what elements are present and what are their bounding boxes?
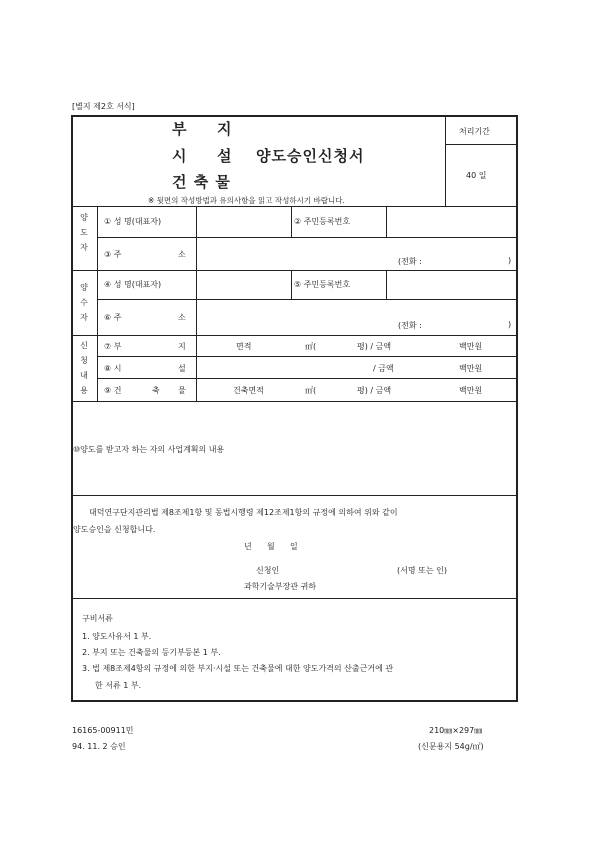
form-number: [별지 제2호 서식]	[72, 102, 135, 111]
footer-paper-type: (신문용지 54g/㎡)	[418, 742, 484, 751]
business-plan-field[interactable]	[73, 456, 516, 494]
business-plan-label: ⑩양도를 받고자 하는 자의 사업계획의 내용	[73, 445, 225, 454]
row-building-area-label: 건축면적	[233, 386, 264, 395]
transferee-address-field[interactable]	[197, 300, 516, 335]
row-land-label: ⑦ 부	[104, 342, 122, 351]
transferor-address-field[interactable]	[197, 238, 516, 270]
document-item-1: 1. 양도사유서 1 부.	[82, 632, 152, 641]
transferee-phone-label: (전화 :	[398, 321, 422, 330]
row-building-unit: ㎡(	[305, 386, 317, 395]
row-facility-amount-label: / 금액	[373, 364, 394, 373]
transferor-addr-label: ③ 주	[104, 250, 122, 259]
transferee-phone-end: )	[508, 320, 512, 329]
transferor-name-label: ① 성 명(대표자)	[104, 217, 162, 226]
transferor-phone-end: )	[508, 256, 512, 265]
processing-period-label: 처리기간	[459, 127, 490, 136]
application-group-label: 신 청 내 용	[80, 341, 88, 395]
signature-label: (서명 또는 인)	[397, 566, 447, 575]
row-facility-label: ⑧ 시	[104, 364, 122, 373]
transferee-reg-field[interactable]	[387, 271, 516, 299]
document-item-3: 3. 법 제8조제4항의 규정에 의한 부지·시설 또는 건축물에 대한 양도가격의 산출근거에 관	[82, 664, 394, 673]
transferor-addr-label-end: 소	[178, 250, 186, 259]
document-item-2: 2. 부지 또는 건축물의 등기부등본 1 부.	[82, 648, 221, 657]
title-building: 건 축 물	[172, 173, 231, 191]
statement-line-2: 양도승인을 신청합니다.	[73, 525, 156, 534]
title-facility: 시	[172, 147, 188, 165]
transferee-addr-label: ⑥ 주	[104, 313, 122, 322]
footer-form-code: 16165-00911민	[72, 726, 134, 735]
row-land-label-end: 지	[178, 342, 186, 351]
transferor-reg-field[interactable]	[387, 207, 516, 237]
row-building-label-end: 물	[178, 386, 186, 395]
addressee: 과학기술부장관 귀하	[244, 582, 317, 591]
page-title: 양도승인신청서	[256, 147, 365, 165]
row-land-unit: ㎡(	[305, 342, 317, 351]
row-building-amount-label: 평) / 금액	[357, 386, 392, 395]
transferor-reg-label: ② 주민등록번호	[294, 217, 351, 226]
notice-text: ※ 뒷면의 작성방법과 유의사항을 읽고 작성하시기 바랍니다.	[148, 196, 345, 205]
row-facility-label-end: 설	[178, 364, 186, 373]
document-item-3-cont: 한 서류 1 부.	[95, 681, 142, 690]
transferor-group-label: 양 도 자	[80, 213, 88, 252]
title-land-2: 지	[217, 120, 233, 138]
row-building-label-mid: 축	[152, 386, 160, 395]
row-building-money-unit: 백만원	[459, 386, 483, 395]
footer-approval: 94. 11. 2 승인	[72, 742, 126, 751]
footer-paper-size: 210㎜×297㎜	[429, 726, 483, 735]
row-land-area-label: 면적	[236, 342, 252, 351]
transferor-name-field[interactable]	[197, 207, 291, 237]
documents-heading: 구비서류	[82, 614, 113, 623]
title-land: 부	[172, 120, 188, 138]
title-facility-2: 설	[217, 147, 233, 165]
row-facility-money-unit: 백만원	[459, 364, 483, 373]
applicant-label: 신청인	[256, 566, 280, 575]
transferor-phone-label: (전화 :	[398, 257, 422, 266]
statement-date: 년 월 일	[244, 542, 298, 551]
transferee-group-label: 양 수 자	[80, 283, 88, 322]
row-building-label: ⑨ 건	[104, 386, 122, 395]
statement-line-1: 대덕연구단지관리법 제8조제1항 및 동법시행령 제12조제1항의 규정에 의하여 위와 같이	[89, 508, 398, 517]
processing-period-value: 40 일	[466, 171, 487, 180]
transferee-name-label: ④ 성 명(대표자)	[104, 280, 162, 289]
transferee-name-field[interactable]	[197, 271, 291, 299]
row-land-amount-label: 평) / 금액	[357, 342, 392, 351]
row-land-money-unit: 백만원	[459, 342, 483, 351]
transferee-reg-label: ⑤ 주민등록번호	[294, 280, 351, 289]
transferee-addr-label-end: 소	[178, 313, 186, 322]
